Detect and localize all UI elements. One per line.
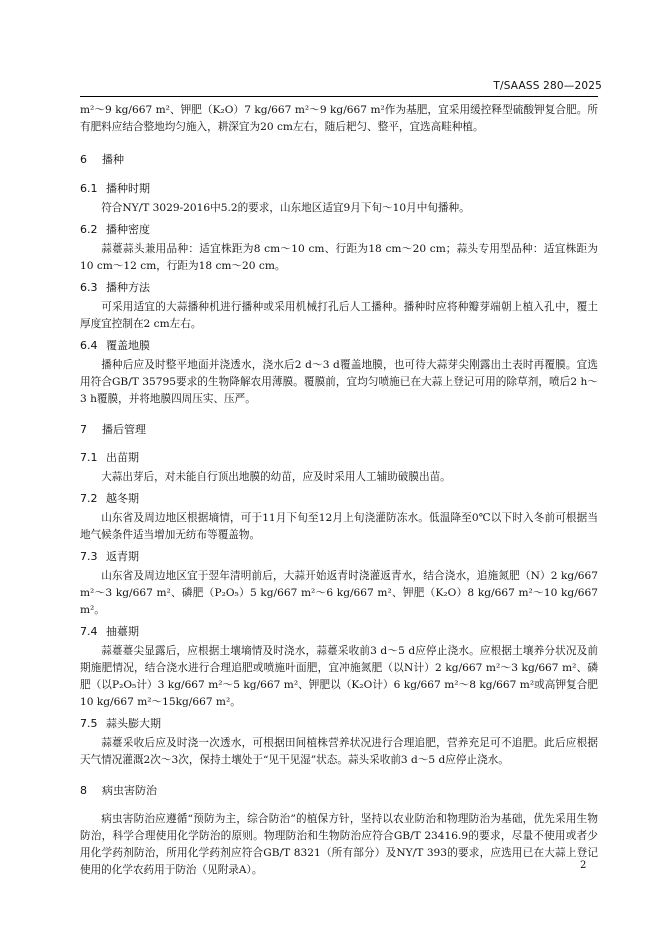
subsection-number: 7.2: [80, 492, 98, 505]
intro-paragraph: m²～9 kg/667 m²、钾肥（K₂O）7 kg/667 m²～9 kg/667 m²作为基肥，宜采用缓控释型硫酸钾复合肥。所有肥料应结合整地均匀施入，耕深宜为20 cm左右，随后耙匀、整平，宜选高畦种植。: [80, 104, 598, 133]
standard-code: T/SAASS 280—2025: [493, 80, 602, 92]
subsection-number: 7.3: [80, 550, 98, 563]
subsection-number: 7.5: [80, 717, 98, 730]
subsection-title: 抽薹期: [106, 625, 139, 638]
section-7-heading: [80, 422, 598, 438]
subsection-title: 播种时期: [106, 182, 150, 195]
section-title: 病虫害防治: [102, 784, 157, 797]
subsection-7-1-text: 大蒜出芽后，对未能自行顶出地膜的幼苗，应及时采用人工辅助破膜出苗。: [101, 471, 451, 483]
subsection-6-3-heading: [80, 280, 598, 296]
subsection-7-4-text: 蒜薹薹尖显露后，应根据土壤墒情及时浇水，蒜薹采收前3 d～5 d应停止浇水。应根据土壤养分状况及前期施肥情况，结合浇水进行合理追肥或喷施叶面肥，宜冲施氮肥（以N计）2 kg/667 m²～3 kg/667 m²、磷肥（以P₂O₅计）3 kg/667 m²～5 kg/667 m²、钾肥以（K₂O计）6 kg/667 m²～8 kg/667 m²或高钾复合肥10 kg/667 m²～15kg/667 m²。: [80, 645, 598, 708]
subsection-6-1-heading: [80, 181, 598, 197]
subsection-number: 6.4: [80, 339, 98, 352]
subsection-number: 6.1: [80, 182, 98, 195]
section-number: 7: [80, 423, 87, 436]
subsection-title: 越冬期: [106, 492, 139, 505]
subsection-7-2-heading: [80, 491, 598, 507]
section-title: 播后管理: [102, 423, 146, 436]
subsection-6-4-text: 播种后应及时整平地面并浇透水，浇水后2 d～3 d覆盖地膜，也可待大蒜芽尖刚露出土表时再覆膜。宜选用符合GB/T 35795要求的生物降解农用薄膜。覆膜前，宜均匀喷施已在大蒜上登记可用的除草剂，喷后2 h～3 h覆膜，并将地膜四周压实、压严。: [80, 359, 598, 405]
subsection-6-2-text: 蒜薹蒜头兼用品种：适宜株距为8 cm～10 cm、行距为18 cm～20 cm；蒜头专用型品种：适宜株距为10 cm～12 cm，行距为18 cm～20 cm。: [80, 243, 598, 272]
section-6-heading: [80, 152, 598, 168]
subsection-number: 7.4: [80, 625, 98, 638]
subsection-title: 播种方法: [106, 281, 150, 294]
header-rule: [80, 96, 598, 97]
subsection-7-5-text: 蒜薹采收后应及时浇一次透水，可根据田间植株营养状况进行合理追肥，营养充足可不追肥。此后应根据天气情况灌溉2次～3次，保持土壤处于“见干见湿”状态。蒜头采收前3 d～5 d应停止浇水。: [80, 737, 598, 766]
document-body: [80, 102, 598, 879]
subsection-6-2-heading: [80, 222, 598, 238]
subsection-number: 6.3: [80, 281, 98, 294]
section-number: 8: [80, 784, 87, 797]
subsection-7-5-heading: [80, 716, 598, 732]
page-number: 2: [580, 860, 587, 871]
subsection-6-3-text: 可采用适宜的大蒜播种机进行播种或采用机械打孔后人工播种。播种时应将种瓣芽端朝上植入孔中，覆土厚度宜控制在2 cm左右。: [80, 301, 598, 330]
subsection-7-1-heading: [80, 450, 598, 466]
subsection-7-4-heading: [80, 624, 598, 640]
subsection-6-1-text: 符合NY/T 3029-2016中5.2的要求，山东地区适宜9月下旬～10月中旬播种。: [101, 202, 470, 214]
subsection-number: 7.1: [80, 451, 98, 464]
section-8-heading: [80, 783, 598, 799]
subsection-7-3-text: 山东省及周边地区宜于翌年清明前后，大蒜开始返青时浇灌返青水，结合浇水，追施氮肥（N）2 kg/667 m²～3 kg/667 m²、磷肥（P₂O₅）5 kg/667 m²～6 kg/667 m²、钾肥（K₂O）8 kg/667 m²～10 kg/667 m²。: [80, 570, 598, 616]
subsection-title: 返青期: [106, 550, 139, 563]
subsection-title: 蒜头膨大期: [106, 717, 161, 730]
subsection-7-3-heading: [80, 549, 598, 565]
subsection-title: 播种密度: [106, 223, 150, 236]
subsection-6-4-heading: [80, 338, 598, 354]
section-number: 6: [80, 153, 87, 166]
subsection-title: 覆盖地膜: [106, 339, 150, 352]
section-title: 播种: [102, 153, 124, 166]
section-8-text: 病虫害防治应遵循“预防为主，综合防治”的植保方针，坚持以农业防治和物理防治为基础，优先采用生物防治，科学合理使用化学防治的原则。物理防治和生物防治应符合GB/T 23416.9的要求，尽量不使用或者少用化学药剂防治，所用化学药剂应符合GB/T 8321（所有部分）及NY/T 393的要求，应选用已在大蒜上登记使用的化学农药用于防治（见附录A）。: [80, 813, 598, 876]
subsection-7-2-text: 山东省及周边地区根据墒情，可于11月下旬至12月上旬浇灌防冻水。低温降至0℃以下时入冬前可根据当地气候条件适当增加无纺布等覆盖物。: [80, 512, 598, 541]
subsection-title: 出苗期: [106, 451, 139, 464]
subsection-number: 6.2: [80, 223, 98, 236]
